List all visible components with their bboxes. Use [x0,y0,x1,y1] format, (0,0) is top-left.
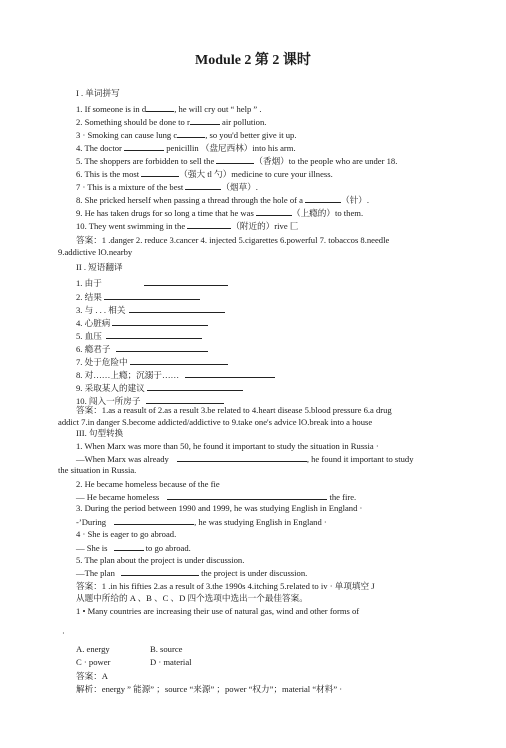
item-text: （香烟）to the people who are under 18. [254,156,398,166]
item-text: （烟草）. [221,182,258,192]
answer-blank[interactable] [256,207,292,216]
item-text: 9. 采取某人的建议 [76,383,145,393]
item-text: penicillin （盘尼西林）into his arm. [166,143,296,153]
item-text: （针）. [341,195,370,205]
item-text: 3. 与 . . . 相关 [76,305,126,315]
answer-blank[interactable] [190,116,220,125]
vocab-item-7 [76,181,258,193]
answer-blank[interactable] [129,304,225,313]
answer-blank[interactable] [114,516,194,525]
section-heading-vocabulary: I . 单词拼写 [76,88,120,98]
phrase-item-4 [76,317,208,329]
answer-blank[interactable] [114,542,144,551]
vocab-item-2 [76,116,266,128]
answer-blank[interactable] [141,168,179,177]
item-text: 7 · This is a mixture of the best [76,182,184,192]
item-text: 1. 由于 [76,278,102,288]
item-text: （强大 tl 勺）medicine to cure your illness. [179,169,333,179]
transform-item-1: 1. When Marx was more than 50, he found it important to study the situation in Russia · [76,441,379,451]
item-text: , he will cry out “ help ” . [174,104,262,114]
vocab-item-1 [76,103,262,115]
answer-blank[interactable] [187,220,231,229]
explanation: 解析：energy ” 能源” ；source “来源” ；power “权力”；material “材料” · [76,684,343,694]
answer-key-transformation: 答案：1 .in his fifties 2.as a result of 3.the 1990s 4.itching 5.related to iv · 单项填空 J [76,581,375,591]
answer-blank[interactable] [177,129,205,138]
answer-blank[interactable] [216,155,254,164]
item-text: （上瘾的）to them. [291,208,364,218]
answer-blank[interactable] [112,317,208,326]
transform-item-1-rewrite [76,453,414,465]
section-instruction: 从题中所给的 A 、B 、C 、D 四个选项中选出一个最佳答案。 [76,593,308,603]
vocab-item-10 [76,220,298,232]
vocab-item-8 [76,194,369,206]
item-text: 3 · Smoking can cause lung c [76,130,178,140]
item-text: 6. 瘾君子 [76,344,111,354]
answer-blank[interactable] [185,369,275,378]
transform-item-5-rewrite [76,567,307,579]
answer-blank[interactable] [130,356,228,365]
item-text: —When Marx was already [76,454,169,464]
item-text: — She is [76,543,108,553]
item-text: , he was studying English in England · [194,517,327,527]
item-text: , so you'd better give it up. [205,130,297,140]
answer-key-choice: 答案：A [76,671,108,681]
page-title: Module 2 第 2 课时 [195,53,311,68]
item-text: to go abroad. [145,543,191,553]
transform-item-2-rewrite [76,491,356,503]
item-text: 8. She pricked herself when passing a thread through the hole of a [76,195,303,205]
answer-blank[interactable] [144,277,228,286]
item-text: 9. He has taken drugs for so long a time that he was [76,208,254,218]
item-text: 2. Something should be done to r [76,117,190,127]
answer-blank[interactable] [185,181,221,190]
vocab-item-6 [76,168,333,180]
item-text: the project is under discussion. [201,568,308,578]
item-text: 8. 对……上瘾；沉溺于…… [76,370,180,380]
answer-key-vocabulary: 答案：1 .danger 2. reduce 3.cancer 4. injected 5.cigarettes 6.powerful 7. tobaccos 8.needle [76,235,390,245]
item-text: 10. They went swimming in the [76,221,186,231]
answer-blank[interactable] [177,453,307,462]
phrase-item-1 [76,277,228,289]
answer-key-vocabulary-cont: 9.addictive lO.nearby [58,247,133,257]
answer-key-phrases-cont: addict 7.in danger S.become addicted/addictive to 9.take one's advice lO.break into a house [58,417,373,427]
vocab-item-3 [76,129,297,141]
item-text: 2. 结果 [76,292,102,302]
vocab-item-9 [76,207,363,219]
answer-blank[interactable] [305,194,341,203]
question-1-blank-marker: · [62,628,65,638]
item-text: 10. 闯入一所房子 [76,396,141,406]
vocab-item-5 [76,155,397,167]
answer-blank[interactable] [104,291,200,300]
answer-blank[interactable] [106,330,202,339]
item-text: 1. If someone is in d [76,104,147,114]
item-text: air pollution. [222,117,267,127]
option-c[interactable]: C · power [76,657,111,667]
item-text: —The plan [76,568,115,578]
answer-blank[interactable] [147,382,243,391]
item-text: the fire. [329,492,357,502]
item-text: , he found it important to study [306,454,414,464]
vocab-item-4 [76,142,296,154]
phrase-item-9 [76,382,243,394]
question-1: 1 • Many countries are increasing their use of natural gas, wind and other forms of [76,606,360,616]
section-heading-transformation: III. 句型转换 [76,428,124,438]
answer-blank[interactable] [124,142,164,151]
phrase-item-6 [76,343,208,355]
transform-item-3-rewrite [76,516,327,528]
answer-blank[interactable] [146,395,224,404]
item-text: 6. This is the most [76,169,140,179]
answer-blank[interactable] [146,103,174,112]
item-text: 5. 血压 [76,331,102,341]
item-text: — He became homeless [76,492,160,502]
transform-item-4-rewrite [76,542,191,554]
option-d[interactable]: D · material [150,657,192,667]
item-text: 5. The shoppers are forbidden to sell the [76,156,215,166]
transform-item-5: 5. The plan about the project is under discussion. [76,555,245,565]
phrase-item-8 [76,369,275,381]
answer-blank[interactable] [121,567,199,576]
transform-item-1-cont: the situation in Russia. [58,465,137,475]
answer-key-phrases: 答案：1.as a reasult of 2.as a result 3.be related to 4.heart disease 5.blood pressure 6.a drug [76,405,392,415]
phrase-item-2 [76,291,200,303]
answer-blank[interactable] [116,343,208,352]
item-text: 7. 处于危险中 [76,357,128,367]
item-text: （附近的）rive 匚 [231,221,299,231]
answer-blank[interactable] [167,491,327,500]
transform-item-4: 4 · She is eager to go abroad. [76,529,177,539]
section-heading-phrases: II . 短语翻译 [76,262,123,272]
transform-item-3: 3. During the period between 1990 and 1999, he was studying English in England · [76,503,363,513]
item-text: 4. The doctor [76,143,122,153]
phrase-item-3 [76,304,225,316]
option-b[interactable]: B. source [150,644,183,654]
item-text: -’During [76,517,107,527]
item-text: 4. 心脏病 [76,318,111,328]
phrase-item-5 [76,330,202,342]
phrase-item-7 [76,356,228,368]
transform-item-2: 2. He became homeless because of the fie [76,479,220,489]
option-a[interactable]: A. energy [76,644,110,654]
